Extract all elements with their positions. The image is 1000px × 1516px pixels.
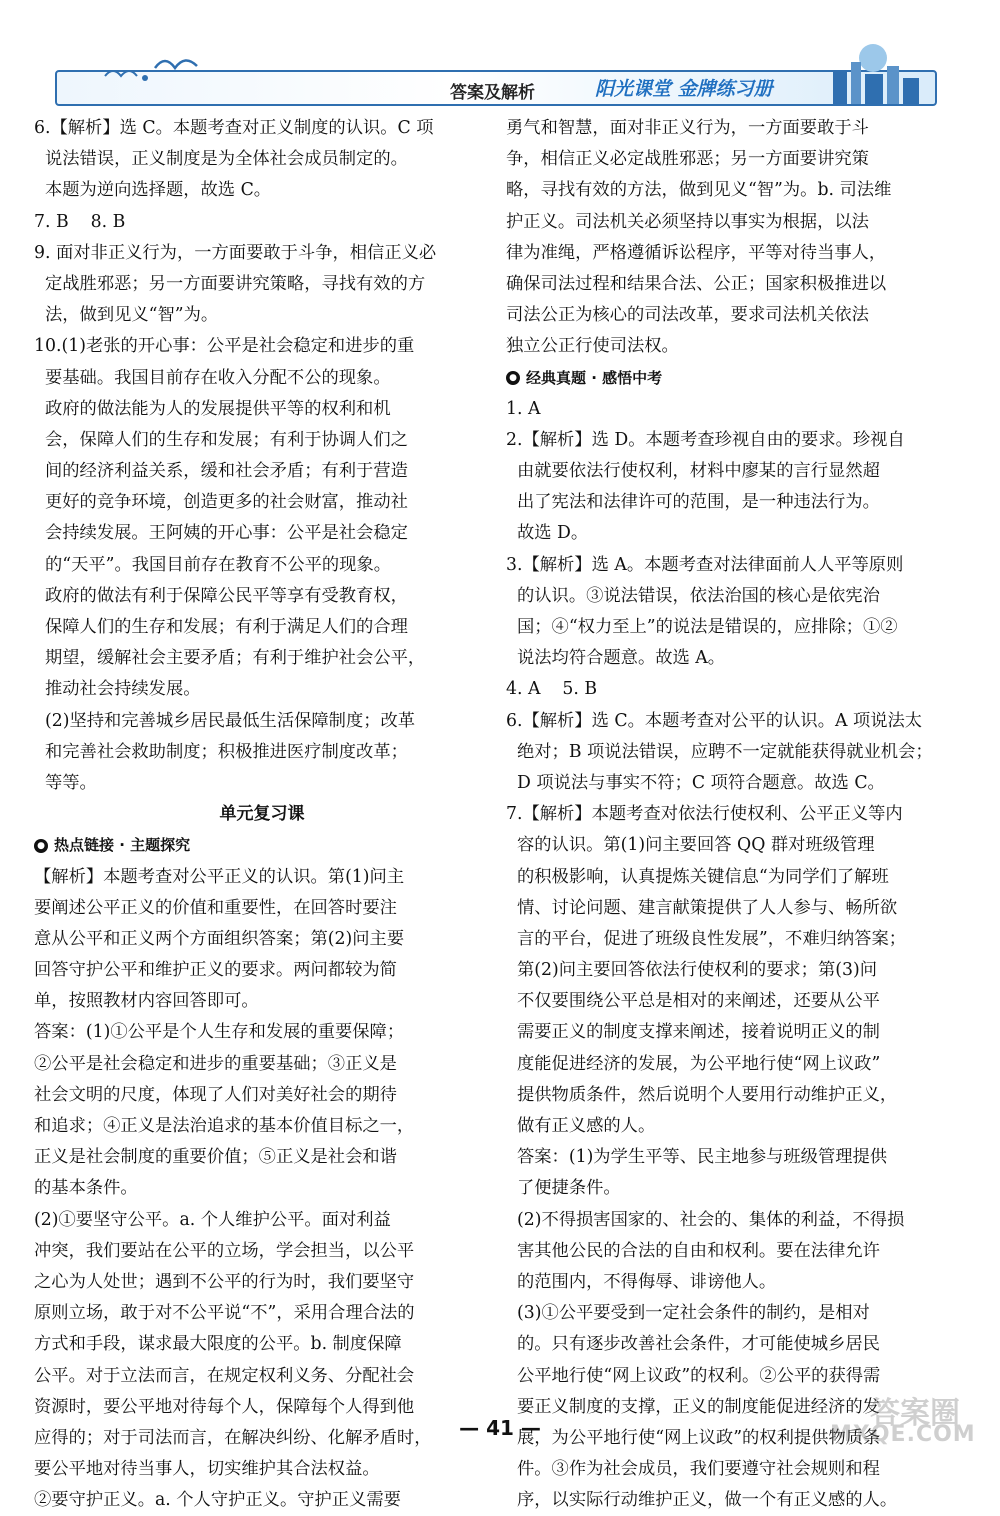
right-column-text-line: 的。只有逐步改善社会条件，才可能使城乡居民 — [506, 1334, 880, 1355]
right-column-text-line: 6.【解析】选 C。本题考查对公平的认识。A 项说法太 — [506, 710, 923, 731]
right-column-text-line: 律为准绳，严格遵循诉讼程序，平等对待当事人， — [506, 242, 887, 263]
left-column-text-line: 之心为人处世；遇到不公平的行为时，我们要坚守 — [34, 1271, 415, 1292]
left-column-text-line: 会持续发展。王阿姨的开心事：公平是社会稳定 — [34, 523, 408, 544]
section-badge-icon: ● — [34, 839, 48, 853]
left-column-text-line: 法，做到见义“智”为。 — [34, 305, 219, 326]
left-column-text-line: 说法错误，正义制度是为全体社会成员制定的。 — [34, 149, 408, 170]
right-column-text-line: 情、讨论问题、建言献策提供了人人参与、畅所欲 — [506, 897, 898, 918]
right-column-text-line: 勇气和智慧，面对非正义行为，一方面要敢于斗 — [506, 118, 869, 138]
left-column-text-line: 保障人们的生存和发展；有利于满足人们的合理 — [34, 617, 408, 637]
section-heading-label: 热点链接 · 主题探究 — [54, 836, 191, 855]
left-column-text-line: 要基础。我国目前存在收入分配不公的现象。 — [34, 367, 391, 388]
right-column-text-line: 护正义。司法机关必须坚持以事实为根据，以法 — [506, 211, 869, 232]
right-column-text-line: 出了宪法和法律许可的范围，是一种违法行为。 — [506, 492, 880, 513]
left-column-text-line: 的“天平”。我国目前存在教育不公平的现象。 — [34, 554, 392, 575]
right-column-text-line: (3)①公平要受到一定社会条件的制约，是相对 — [506, 1303, 870, 1324]
left-column-text-line: ②要守护正义。a. 个人守护正义。守护正义需要 — [34, 1490, 401, 1511]
right-column-text-line: 答案：(1)为学生平等、民主地参与班级管理提供 — [506, 1147, 888, 1168]
left-column-text-line: 方式和手段，谋求最大限度的公平。b. 制度保障 — [34, 1334, 402, 1355]
birds-icon — [95, 48, 225, 88]
right-column-text-line: 由就要依法行使权利，材料中廖某的言行显然超 — [506, 461, 880, 482]
left-column-text-line: (2)①要坚守公平。a. 个人维护公平。面对利益 — [34, 1209, 391, 1230]
watermark-text: MXQE.COM — [830, 1422, 976, 1447]
right-column-text-line: 件。③作为社会成员，我们要遵守社会规则和程 — [506, 1459, 880, 1480]
left-column — [34, 113, 490, 1516]
left-column-text-line: 应得的；对于司法而言，在解决纠纷、化解矛盾时， — [34, 1427, 432, 1448]
right-column-text-line: 独立公正行使司法权。 — [506, 336, 679, 357]
left-column-text-line: 等等。 — [34, 772, 97, 793]
right-column-text-line: 司法公正为核心的司法改革，要求司法机关依法 — [506, 305, 869, 326]
watermark-logo — [830, 1388, 990, 1448]
left-column-text-line: 政府的做法有利于保障公民平等享有受教育权， — [34, 585, 408, 606]
header-answer-label: 答案及解析 — [450, 83, 535, 103]
left-column-text-line: 更好的竞争环境，创造更多的社会财富，推动社 — [34, 492, 408, 513]
left-column-text-line: 公平。对于立法而言，在规定权利义务、分配社会 — [34, 1365, 415, 1386]
left-column-text-line: 要阐述公平正义的价值和重要性，在回答时要注 — [34, 897, 397, 918]
left-column-text-line: 【解析】本题考查对公平正义的认识。第(1)问主 — [34, 866, 405, 887]
left-column-text-line: 本题为逆向选择题，故选 C。 — [34, 180, 272, 201]
unit-review-title: 单元复习课 — [219, 804, 305, 825]
left-column-text-line: 推动社会持续发展。 — [34, 679, 201, 700]
left-column-text-line: 原则立场，敢于对不公平说“不”，采用合理合法的 — [34, 1303, 415, 1324]
left-column-text-line: 7. B 8. B — [34, 211, 126, 232]
right-column-text-line: 4. A 5. B — [506, 679, 598, 700]
left-column-text-line: 的基本条件。 — [34, 1178, 138, 1199]
left-column-text-line: 社会文明的尺度，体现了人们对美好社会的期待 — [34, 1084, 397, 1105]
left-column-text-line: 回答守护公平和维护正义的要求。两问都较为简 — [34, 960, 397, 981]
left-column-text-line: 期望，缓解社会主要矛盾；有利于维护社会公平， — [34, 648, 426, 669]
right-column-text-line: 害其他公民的合法的自由和权利。要在法律允许 — [506, 1240, 880, 1261]
left-column-text-line: 冲突，我们要站在公平的立场，学会担当，以公平 — [34, 1240, 415, 1261]
left-column-text-line: 6.【解析】选 C。本题考查对正义制度的认识。C 项 — [34, 118, 434, 138]
right-column-text-line: 1. A — [506, 398, 541, 419]
left-column-text-line: 9. 面对非正义行为，一方面要敢于斗争，相信正义必 — [34, 242, 437, 263]
left-column-text-line: 单，按照教材内容回答即可。 — [34, 991, 259, 1012]
right-column-text-line: 7.【解析】本题考查对依法行使权利、公平正义等内 — [506, 804, 903, 825]
header-brand-title: 阳光课堂 金牌练习册 — [595, 78, 773, 100]
left-column-text-line: 定战胜邪恶；另一方面要讲究策略，寻找有效的方 — [34, 273, 426, 294]
left-column-text-line: 政府的做法能为人的发展提供平等的权利和机 — [34, 398, 391, 419]
right-column-text-line: 的认识。③说法错误，依法治国的核心是依宪治 — [506, 585, 880, 606]
right-column-text-line: D 项说法与事实不符；C 项符合题意。故选 C。 — [506, 772, 885, 793]
right-column-text-line: 公平地行使“网上议政”的权利。②公平的获得需 — [506, 1365, 881, 1386]
right-column-text-line: 不仅要围绕公平总是相对的来阐述，还要从公平 — [506, 991, 880, 1012]
right-column-text-line: 确保司法过程和结果合法、公正；国家积极推进以 — [506, 273, 887, 294]
right-column-text-line: 需要正义的制度支撑来阐述，接着说明正义的制 — [506, 1022, 880, 1043]
left-column-text-line: 和追求；④正义是法治追求的基本价值目标之一， — [34, 1116, 415, 1136]
right-column-text-line: 展，为公平地行使“网上议政”的权利提供物质条 — [506, 1427, 881, 1448]
right-column — [506, 113, 962, 1516]
left-column-text-line: 要公平地对待当事人，切实维护其合法权益。 — [34, 1459, 380, 1480]
page-header — [55, 40, 933, 104]
city-skyline-icon — [813, 40, 933, 104]
right-column-text-line: 略，寻找有效的方法，做到见义“智”为。b. 司法维 — [506, 180, 892, 201]
section-badge-icon: ● — [506, 371, 520, 385]
right-column-text-line: 言的平台，促进了班级良性发展”，不难归纳答案； — [506, 928, 907, 949]
right-column-text-line: 度能促进经济的发展，为公平地行使“网上议政” — [506, 1053, 881, 1074]
right-column-text-line: (2)不得损害国家的、社会的、集体的利益，不得损 — [506, 1209, 905, 1230]
right-column-text-line: 2.【解析】选 D。本题考查珍视自由的要求。珍视自 — [506, 429, 905, 450]
right-column-text-line: 绝对；B 项说法错误，应聘不一定就能获得就业机会； — [506, 741, 933, 762]
watermark-logo-text: 答案圈 — [870, 1396, 960, 1431]
left-column-text-line: (2)坚持和完善城乡居民最低生活保障制度；改革 — [34, 710, 416, 731]
right-column-text-line: 国；④“权力至上”的说法是错误的，应排除；①② — [506, 617, 898, 637]
section-heading — [34, 830, 490, 861]
left-column-text-line: 正义是社会制度的重要价值；⑤正义是社会和谐 — [34, 1147, 397, 1168]
left-column-text-line: 和完善社会救助制度；积极推进医疗制度改革； — [34, 741, 408, 762]
right-column-text-line: 了便捷条件。 — [506, 1178, 621, 1199]
right-column-text-line: 争，相信正义必定战胜邪恶；另一方面要讲究策 — [506, 149, 869, 170]
left-column-text-line: 间的经济利益关系，缓和社会矛盾；有利于营造 — [34, 461, 408, 482]
right-column-text-line: 第(2)问主要回答依法行使权利的要求；第(3)问 — [506, 960, 878, 981]
right-column-text-line: 故选 D。 — [506, 523, 589, 544]
right-column-text-line: 序，以实际行动维护正义，做一个有正义感的人。 — [506, 1490, 898, 1511]
right-column-text-line: 要正义制度的支撑，正义的制度能促进经济的发 — [506, 1396, 880, 1417]
right-column-text-line: 的范围内，不得侮辱、诽谤他人。 — [506, 1271, 777, 1292]
right-column-text-line: 做有正义感的人。 — [506, 1116, 656, 1136]
right-column-text-line: 3.【解析】选 A。本题考查对法律面前人人平等原则 — [506, 554, 904, 575]
left-column-text-line: 资源时，要公平地对待每个人，保障每个人得到他 — [34, 1396, 415, 1417]
right-column-text-line: 的积极影响，认真提炼关键信息“为同学们了解班 — [506, 866, 889, 887]
right-column-text-line: 提供物质条件，然后说明个人要用行动维护正义， — [506, 1084, 898, 1105]
page-number: — 41 — — [459, 1416, 541, 1440]
right-column-text-line: 容的认识。第(1)问主要回答 QQ 群对班级管理 — [506, 835, 875, 856]
left-column-text-line: 会，保障人们的生存和发展；有利于协调人们之 — [34, 429, 408, 450]
left-column-text-line: 意从公平和正义两个方面组织答案；第(2)问主要 — [34, 928, 405, 949]
section-heading-label: 经典真题 · 感悟中考 — [526, 368, 663, 387]
section-heading — [506, 363, 962, 394]
left-column-text-line: ②公平是社会稳定和进步的重要基础；③正义是 — [34, 1053, 397, 1074]
left-column-text-line: 答案：(1)①公平是个人生存和发展的重要保障； — [34, 1022, 405, 1043]
left-column-text-line: 10.(1)老张的开心事：公平是社会稳定和进步的重 — [34, 336, 415, 357]
right-column-text-line: 说法均符合题意。故选 A。 — [506, 648, 726, 669]
